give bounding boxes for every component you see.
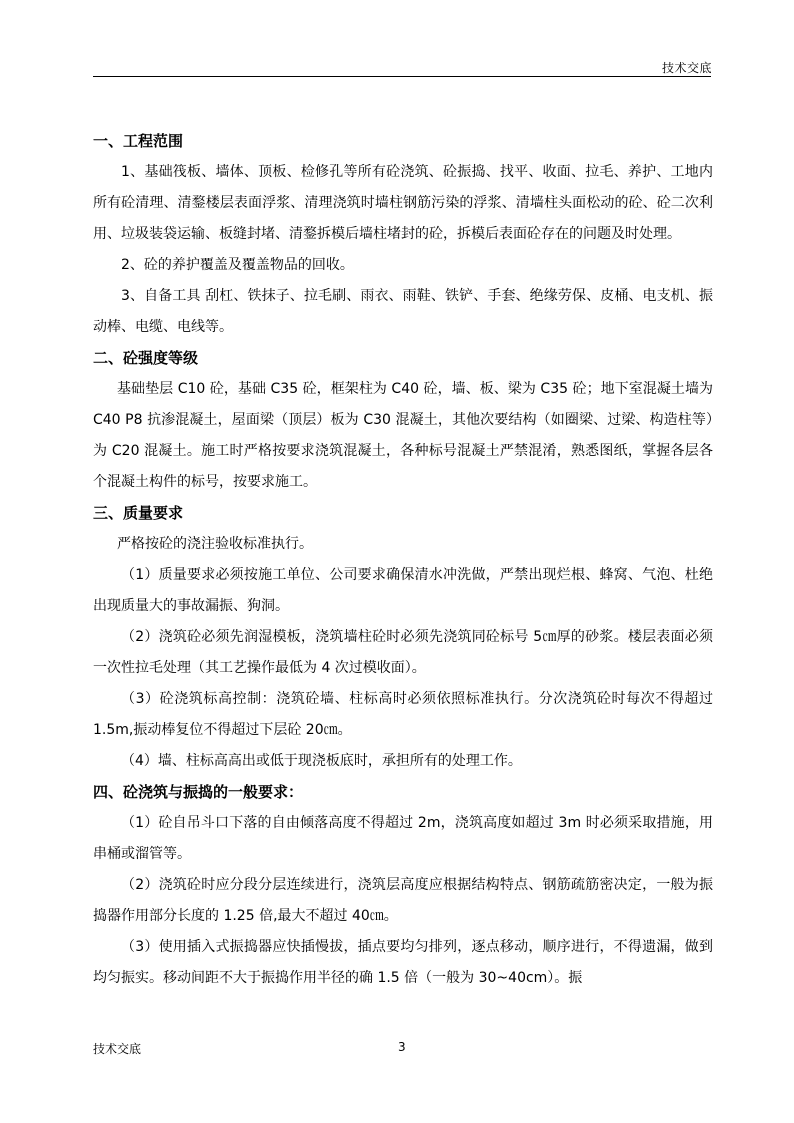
paragraph: 2、砼的养护覆盖及覆盖物品的回收。 xyxy=(121,257,354,273)
header-divider xyxy=(93,76,711,77)
paragraph: （3）使用插入式振捣器应快插慢拔，插点要均匀排列，逐点移动，顺序进行，不得遗漏，做到均匀振实。移动间距不大于振捣作用半径的确 1.5 倍（一般为 30~40cm）。振 xyxy=(93,939,713,986)
paragraph: （1）砼自吊斗口下落的自由倾落高度不得超过 2m，浇筑高度如超过 3m 时必须采取措施，用串桶或溜管等。 xyxy=(93,815,713,862)
section-heading-quality: 三、质量要求 xyxy=(93,504,184,522)
paragraph: （4）墙、柱标高高出或低于现浇板底时，承担所有的处理工作。 xyxy=(121,753,522,769)
paragraph: 3、自备工具 刮杠、铁抹子、拉毛刷、雨衣、雨鞋、铁铲、手套、绝缘劳保、皮桶、电支机、振动棒、电缆、电线等。 xyxy=(93,288,713,335)
page-footer-label: 技术交底 xyxy=(93,1042,142,1056)
section-heading-strength: 二、砼强度等级 xyxy=(93,349,199,367)
section-heading-scope: 一、工程范围 xyxy=(93,132,184,150)
page-header-title: 技术交底 xyxy=(661,61,712,75)
paragraph: 基础垫层 C10 砼，基础 C35 砼，框架柱为 C40 砼，墙、板、梁为 C35 砼；地下室混凝土墙为 C40 P8 抗渗混凝土，屋面梁（顶层）板为 C30 混凝土，其他次要结构（如圈梁、过梁、构造柱等）为 C20 混凝土。施工时严格按要求浇筑混凝土，各种标号混凝土严禁混淆，熟悉图纸，掌握各层各个混凝土构件的标号，按要求施工。 xyxy=(93,381,713,490)
page-number: 3 xyxy=(398,1040,406,1054)
paragraph: 严格按砼的浇注验收标准执行。 xyxy=(117,536,313,552)
paragraph: （3）砼浇筑标高控制：浇筑砼墙、柱标高时必须依照标准执行。分次浇筑砼时每次不得超过 1.5m,振动棒复位不得超过下层砼 20㎝。 xyxy=(93,691,713,738)
document-body xyxy=(93,126,713,994)
paragraph: 1、基础筏板、墙体、顶板、检修孔等所有砼浇筑、砼振捣、找平、收面、拉毛、养护、工地内所有砼清理、清鍪楼层表面浮浆、清理浇筑时墙柱钢筋污染的浮浆、清墙柱头面松动的砼、砼二次利用、垃圾装袋运输、板缝封堵、清鍪拆模后墙柱堵封的砼，拆模后表面砼存在的问题及时处理。 xyxy=(93,164,713,242)
paragraph: （2）浇筑砼必须先润湿模板，浇筑墙柱砼时必须先浇筑同砼标号 5㎝厚的砂浆。楼层表面必须一次性拉毛处理（其工艺操作最低为 4 次过模收面）。 xyxy=(93,629,713,676)
section-heading-pouring: 四、砼浇筑与振捣的一般要求： xyxy=(93,783,304,801)
paragraph: （2）浇筑砼时应分段分层连续进行，浇筑层高度应根据结构特点、钢筋疏筋密决定，一般为振捣器作用部分长度的 1.25 倍,最大不超过 40㎝。 xyxy=(93,877,713,924)
paragraph: （1）质量要求必须按施工单位、公司要求确保清水冲洗做，严禁出现烂根、蜂窝、气泡、杜绝出现质量大的事故漏振、狗洞。 xyxy=(93,567,713,614)
